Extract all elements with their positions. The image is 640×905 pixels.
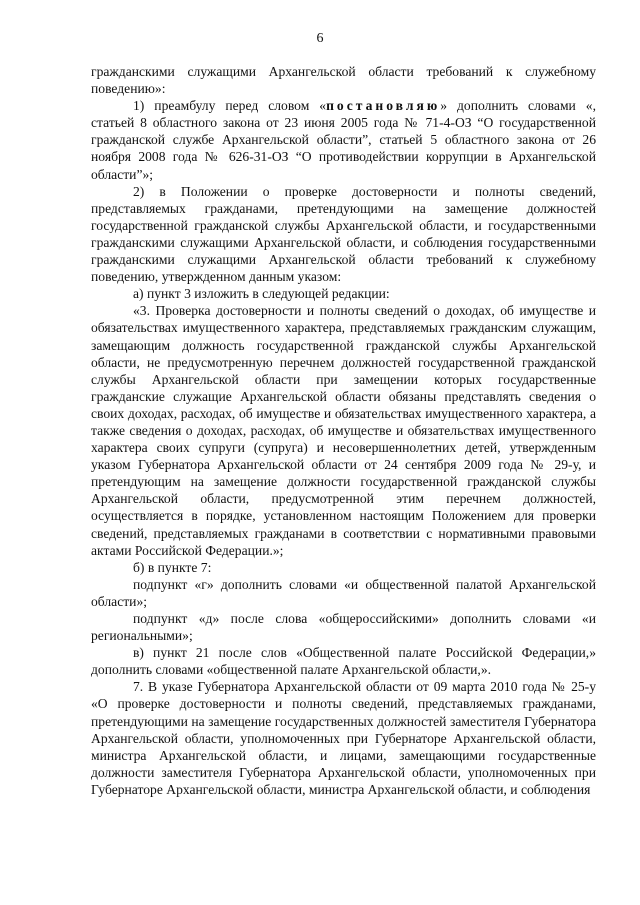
paragraph-item-2: 2) в Положении о проверке достоверности и полноты сведений, представляемых гражданами, претендующими на замещение должностей государственной гражданской службы Архангельской области, и государственными гражданскими служащими Архангельской области, и соблюдения государственными гражданскими служащими Архангельской области требований к служебному поведению, утвержденном данным указом: <box>91 183 596 285</box>
paragraph-subitem-v: в) пункт 21 после слов «Общественной палате Российской Федерации,» дополнить словами «общественной палате Архангельской области,». <box>91 645 596 678</box>
paragraph-item-1 <box>91 97 596 182</box>
paragraph-subpoint-g: подпункт «г» дополнить словами «и общественной палатой Архангельской области»; <box>91 576 596 609</box>
spaced-keyword: постановляю <box>326 98 441 114</box>
paragraph-subitem-a: а) пункт 3 изложить в следующей редакции: <box>133 286 390 302</box>
paragraph-item-7: 7. В указе Губернатора Архангельской области от 09 марта 2010 года № 25-у «О проверке достоверности и полноты сведений, представляемых гражданами, претендующими на замещение государственных должностей заместителя Губернатора Архангельской области, уполномоченных при Губернаторе Архангельской области, министра Архангельской области, и лицами, замещающими государственные должности заместителя Губернатора Архангельской области, уполномоченных при Губернаторе Архангельской области, министра Архангельской области, и соблюдения <box>91 679 596 797</box>
item-1-text-start: 1) преамбулу перед словом « <box>133 98 327 114</box>
paragraph-continuation: гражданскими служащими Архангельской области требований к служебному поведению»: <box>91 64 596 97</box>
document-body <box>91 63 596 798</box>
paragraph-quoted-clause-3: «3. Проверка достоверности и полноты сведений о доходах, об имуществе и обязательствах имущественного характера, представляемых гражданским служащим, замещающим должность государственной гражданской службы Архангельской области, не предусмотренную перечнем должностей государственной гражданской службы Архангельской области при замещении которых государственные гражданские служащие Архангельской области обязаны представлять сведения о своих доходах, расходах, об имуществе и обязательствах имущественного характера, а также сведения о доходах, расходах, об имуществе и обязательствах имущественного характера своих супруги (супруга) и несовершеннолетних детей, утвержденным указом Губернатора Архангельской области от 24 сентября 2009 года № 29-у, и претендующим на замещение должности государственной гражданской службы Архангельской области, предусмотренной этим перечнем должностей, осуществляется в порядке, установленном настоящим Положением для проверки сведений, представляемых гражданами в соответствии с нормативными правовыми актами Российской Федерации.»; <box>91 303 596 558</box>
paragraph-subpoint-d: подпункт «д» после слова «общероссийскими» дополнить словами «и региональными»; <box>91 611 596 644</box>
item-1-text-end: » дополнить словами «, статьей 8 областного закона от 23 июня 2005 года № 71-4-ОЗ “О государственной гражданской службе Архангельской области”, статьей 5 областного закона от 26 ноября 2008 года № 626-31-ОЗ “О противодействии коррупции в Архангельской области”»; <box>91 98 596 182</box>
paragraph-subitem-b: б) в пункте 7: <box>133 559 212 575</box>
page-number: 6 <box>316 31 324 46</box>
